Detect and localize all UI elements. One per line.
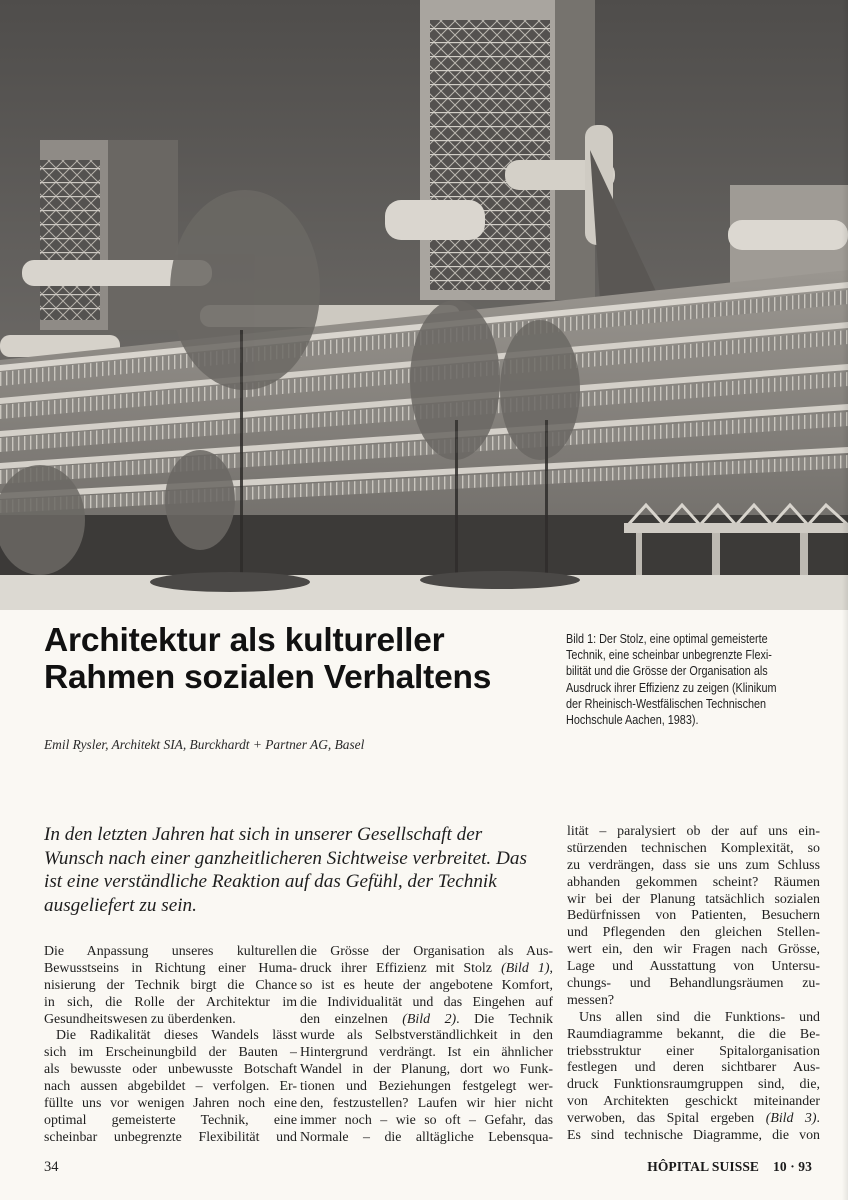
body-line: sich im Erscheinungbild der Bauten – — [44, 1045, 297, 1061]
body-line: festlegen und deren sichtbarer Aus- — [567, 1060, 820, 1076]
body-line: nach aussen abgebildet – verfolgen. Er- — [44, 1079, 297, 1095]
body-text: . Die Technik — [456, 1011, 553, 1027]
body-line: füllte uns vor wenigen Jahren noch eine — [44, 1096, 297, 1112]
body-line: scheinbar unbegrenzte Flexibilität und — [44, 1129, 297, 1145]
body-line: tionen und Beziehungen festgelegt wer- — [300, 1079, 553, 1095]
body-line: so ist es heute der angebotene Komfort, — [300, 977, 553, 993]
body-line: messen? — [567, 992, 615, 1008]
body-text: , — [549, 960, 553, 976]
body-line: druck Funktionsraumgruppen sind, die, — [567, 1077, 820, 1093]
article-title — [44, 622, 544, 696]
journal-footer — [647, 1159, 812, 1175]
body-line: Bedürfnissen von Patienten, Besuchern — [567, 908, 820, 924]
body-line: abhanden gekommen scheint? Räumen — [567, 874, 820, 890]
lead-line: ist eine verständliche Reaktion auf das Gefühl, der Technik — [44, 871, 497, 893]
body-text: den einzelnen — [300, 1011, 403, 1027]
author-byline: Emil Rysler, Architekt SIA, Burckhardt + Partner AG, Basel — [44, 737, 365, 752]
body-line: und Pflegenden den gleichen Stellen- — [567, 925, 820, 941]
body-line: Raumdiagramme bekannt, die die Be- — [567, 1026, 820, 1042]
body-line: Uns allen sind die Funktions- und — [579, 1009, 820, 1025]
journal-issue: 10 · 93 — [773, 1159, 812, 1174]
caption-line: Bild 1: Der Stolz, eine optimal gemeisterte — [566, 632, 768, 646]
body-text: druck ihrer Effizienz mit Stolz — [300, 960, 502, 976]
figure-reference: (Bild 1) — [501, 960, 550, 976]
lead-line: ausgeliefert zu sein. — [44, 894, 197, 916]
body-line: Lage und Ausstattung von Untersu- — [567, 959, 820, 975]
body-line — [300, 961, 553, 978]
figure-reference: (Bild 3) — [765, 1111, 817, 1127]
right-tower — [728, 185, 848, 285]
body-line: triebsstruktur einer Spitalorganisation — [567, 1043, 820, 1059]
caption-line: der Rheinisch-Westfälischen Technischen — [566, 696, 767, 711]
lead-line: In den letzten Jahren hat sich in unserer Gesellschaft der — [44, 824, 483, 845]
body-column-2 — [300, 944, 553, 1147]
figure-reference: (Bild 2) — [402, 1011, 457, 1027]
body-line: Die Anpassung unseres kulturellen — [44, 944, 297, 959]
page-number: 34 — [44, 1159, 59, 1175]
page-edge-shadow — [842, 0, 848, 1200]
body-text: verwoben, das Spital ergeben — [567, 1111, 766, 1127]
body-line: stürzenden technischen Komplexität, so — [567, 840, 820, 856]
body-line: optimal gemeisterte Technik, eine — [44, 1112, 297, 1128]
body-line: Die Radikalität dieses Wandels lässt — [56, 1028, 297, 1044]
body-text: . — [816, 1111, 820, 1127]
body-line: chungs- und Behandlungsräumen zu- — [567, 976, 820, 992]
body-line: immer noch – wie so oft – Gefahr, das — [300, 1112, 553, 1128]
caption-line: bilität und die Grösse der Organisation als — [566, 664, 768, 679]
title-line: Architektur als kultureller — [44, 622, 445, 659]
body-line: Wandel in der Planung, dort wo Funk- — [300, 1062, 553, 1078]
body-line — [300, 1012, 553, 1029]
caption-line: Technik, eine scheinbar unbegrenzte Flexi- — [566, 648, 772, 663]
caption-line: Hochschule Aachen, 1983). — [566, 713, 699, 728]
body-column-3 — [567, 824, 820, 1145]
journal-name: HÔPITAL SUISSE — [647, 1159, 760, 1174]
lead-paragraph — [44, 823, 544, 917]
caption-line: Ausdruck ihrer Effizienz zu zeigen (Klinikum — [566, 680, 777, 695]
body-line: die Grösse der Organisation als Aus- — [300, 944, 553, 959]
body-line: von Architekten geschickt miteinander — [567, 1094, 820, 1110]
body-line: nisierung der Technik birgt die Chance — [44, 977, 297, 993]
body-line: Es sind technische Diagramme, die von — [567, 1128, 820, 1144]
body-line: in sich, die Rolle der Architektur im — [44, 994, 297, 1010]
body-line: zu verdrängen, dass sie uns zum Schluss — [567, 857, 820, 873]
body-line: Gesundheitswesen zu überdenken. — [44, 1011, 236, 1027]
photo-caption — [566, 631, 841, 728]
body-line: als bewusste oder unbewusste Botschaft — [44, 1062, 297, 1078]
body-line: lität – paralysiert ob der auf uns ein- — [567, 824, 820, 839]
body-line: wurde als Selbstverständlichkeit in den — [300, 1028, 553, 1044]
body-line: den, festzustellen? Laufen wir hier nicht — [300, 1096, 553, 1112]
body-line: wert ein, den wir Fragen nach Grösse, — [567, 942, 820, 958]
lead-line: Wunsch nach einer ganzheitlicheren Sichtweise verbreitet. Das — [44, 847, 527, 869]
title-line: Rahmen sozialen Verhaltens — [44, 659, 492, 696]
body-line: Bewusstseins in Richtung einer Huma- — [44, 960, 297, 976]
body-line: wir bei der Planung tatsächlich sozialen — [567, 891, 820, 907]
body-line — [567, 1111, 820, 1128]
body-line: Hintergrund verdrängt. Ist ein ähnlicher — [300, 1045, 553, 1061]
body-column-1 — [44, 944, 297, 1147]
body-line: Normale – die alltägliche Lebensqua- — [300, 1129, 553, 1145]
body-line: die Individualität und das Eingehen auf — [300, 994, 553, 1010]
